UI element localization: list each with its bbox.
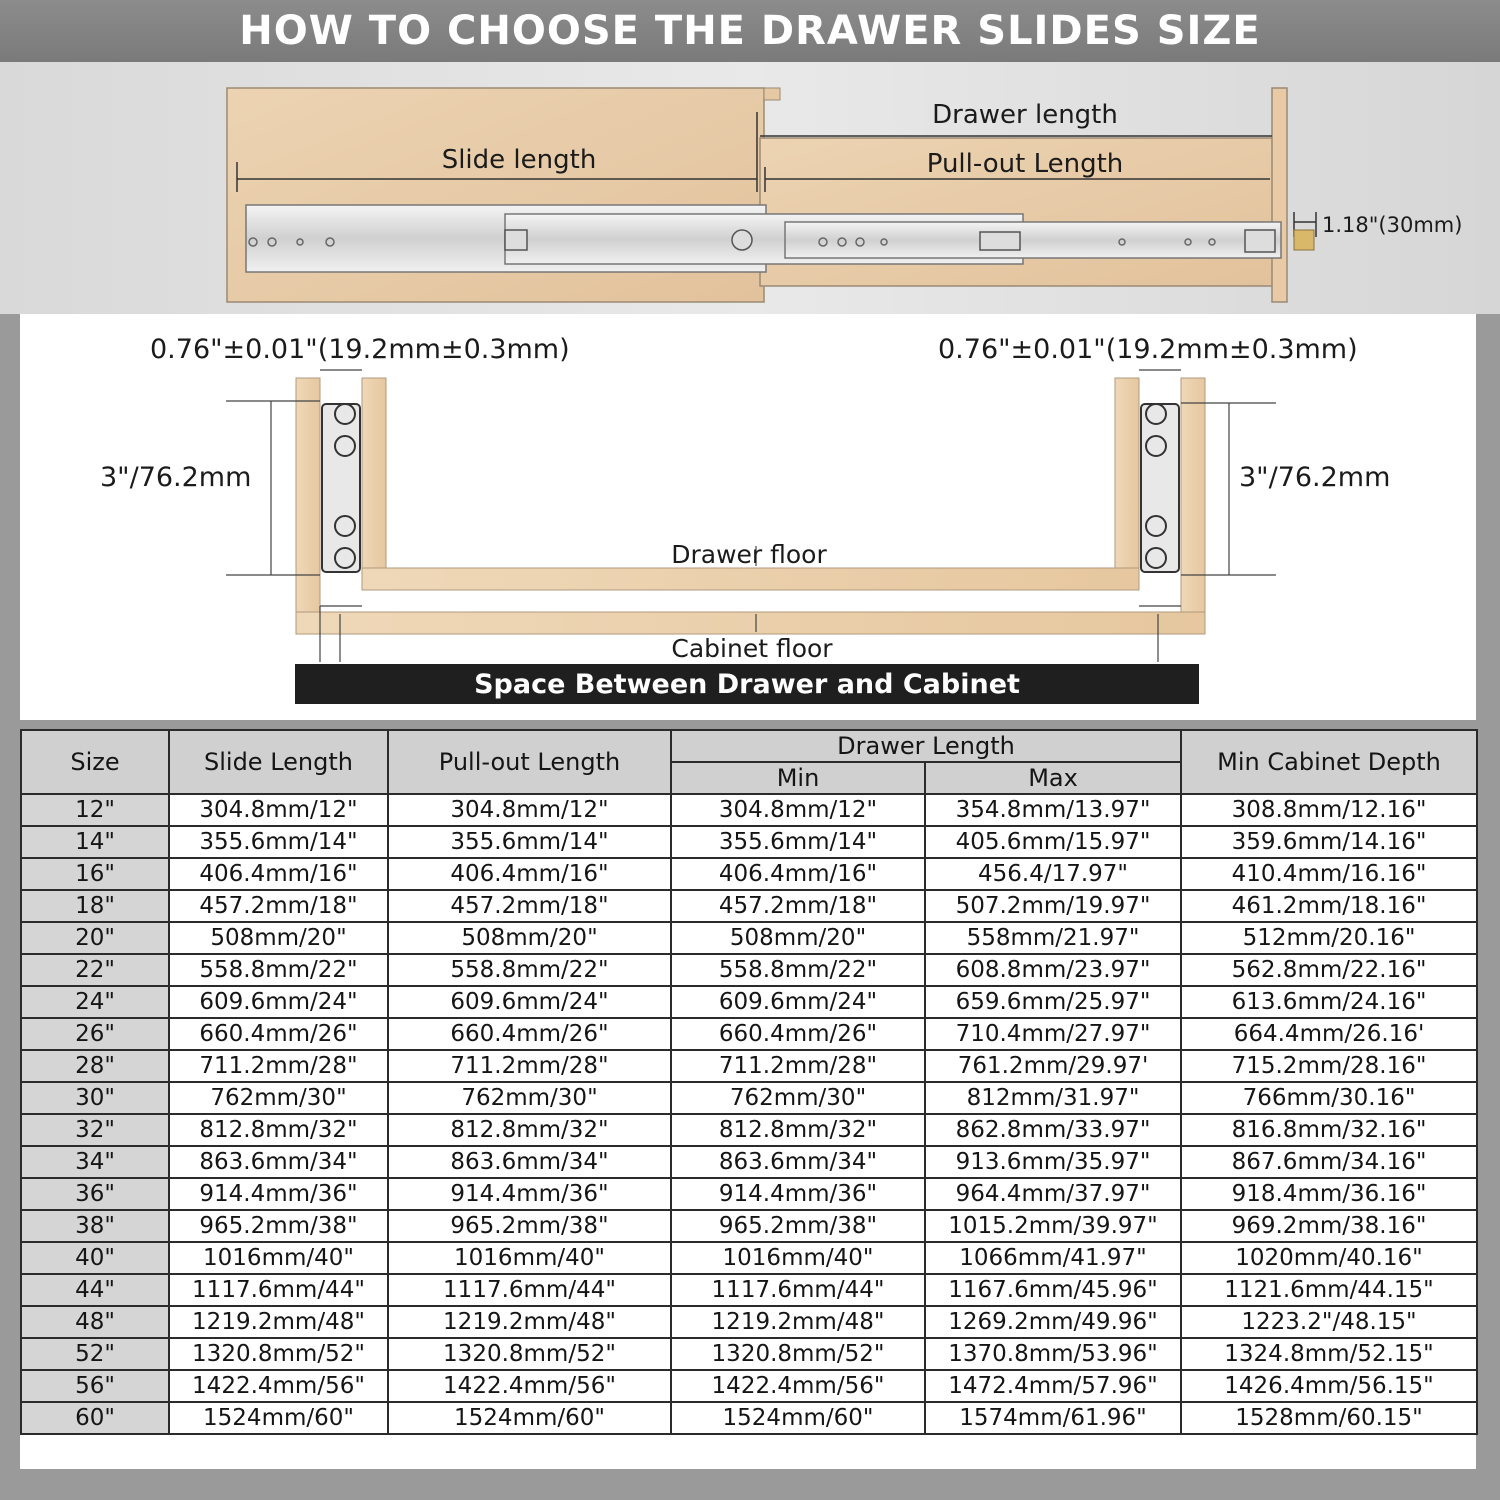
- cell-size: 40": [21, 1242, 169, 1274]
- cabinet-right-wall: [1181, 378, 1205, 634]
- drawer-length-label: Drawer length: [932, 100, 1118, 130]
- cell-pullout-length: 762mm/30": [388, 1082, 671, 1114]
- cell-drawer-max: 1269.2mm/49.96": [925, 1306, 1181, 1338]
- cell-min-cabinet-depth: 715.2mm/28.16": [1181, 1050, 1477, 1082]
- cell-drawer-min: 1219.2mm/48": [671, 1306, 925, 1338]
- cell-pullout-length: 965.2mm/38": [388, 1210, 671, 1242]
- cell-slide-length: 508mm/20": [169, 922, 388, 954]
- table-row: [21, 1050, 1477, 1082]
- cell-slide-length: 660.4mm/26": [169, 1018, 388, 1050]
- header-drawer-min: Min: [671, 762, 925, 794]
- cell-size: 38": [21, 1210, 169, 1242]
- header-size: Size: [21, 730, 169, 794]
- table-row: [21, 1338, 1477, 1370]
- cell-min-cabinet-depth: 359.6mm/14.16": [1181, 826, 1477, 858]
- table-row: [21, 954, 1477, 986]
- cell-min-cabinet-depth: 1324.8mm/52.15": [1181, 1338, 1477, 1370]
- header-pullout-length: Pull-out Length: [388, 730, 671, 794]
- drawer-floor-label: Drawer floor: [671, 540, 827, 569]
- pullout-length-label: Pull-out Length: [926, 149, 1124, 179]
- cell-drawer-min: 660.4mm/26": [671, 1018, 925, 1050]
- cell-pullout-length: 508mm/20": [388, 922, 671, 954]
- cell-size: 52": [21, 1338, 169, 1370]
- cell-slide-length: 457.2mm/18": [169, 890, 388, 922]
- cell-pullout-length: 660.4mm/26": [388, 1018, 671, 1050]
- cell-size: 36": [21, 1178, 169, 1210]
- cell-slide-length: 762mm/30": [169, 1082, 388, 1114]
- table-row: [21, 1082, 1477, 1114]
- cell-min-cabinet-depth: 1020mm/40.16": [1181, 1242, 1477, 1274]
- cell-slide-length: 1422.4mm/56": [169, 1370, 388, 1402]
- right-clearance-label: 0.76"±0.01"(19.2mm±0.3mm): [938, 334, 1358, 365]
- cell-pullout-length: 1320.8mm/52": [388, 1338, 671, 1370]
- cell-slide-length: 355.6mm/14": [169, 826, 388, 858]
- table-row: [21, 1178, 1477, 1210]
- header-drawer-max: Max: [925, 762, 1181, 794]
- cell-drawer-max: 558mm/21.97": [925, 922, 1181, 954]
- cell-drawer-max: 456.4/17.97": [925, 858, 1181, 890]
- cell-min-cabinet-depth: 1426.4mm/56.15": [1181, 1370, 1477, 1402]
- cell-drawer-min: 406.4mm/16": [671, 858, 925, 890]
- cell-slide-length: 914.4mm/36": [169, 1178, 388, 1210]
- cell-drawer-max: 761.2mm/29.97': [925, 1050, 1181, 1082]
- cell-pullout-length: 711.2mm/28": [388, 1050, 671, 1082]
- cell-drawer-min: 1320.8mm/52": [671, 1338, 925, 1370]
- front-gap-marker: [1294, 230, 1314, 250]
- cell-size: 22": [21, 954, 169, 986]
- cell-size: 18": [21, 890, 169, 922]
- table-row: [21, 1018, 1477, 1050]
- cell-size: 34": [21, 1146, 169, 1178]
- cell-slide-length: 863.6mm/34": [169, 1146, 388, 1178]
- header-min-cabinet-depth: Min Cabinet Depth: [1181, 730, 1477, 794]
- slide-inner-rail: [785, 222, 1281, 258]
- cell-size: 44": [21, 1274, 169, 1306]
- cell-slide-length: 304.8mm/12": [169, 794, 388, 826]
- cell-size: 60": [21, 1402, 169, 1434]
- cell-pullout-length: 558.8mm/22": [388, 954, 671, 986]
- cell-min-cabinet-depth: 1223.2"/48.15": [1181, 1306, 1477, 1338]
- cell-drawer-max: 1066mm/41.97": [925, 1242, 1181, 1274]
- cell-min-cabinet-depth: 969.2mm/38.16": [1181, 1210, 1477, 1242]
- table-row: [21, 890, 1477, 922]
- cell-slide-length: 609.6mm/24": [169, 986, 388, 1018]
- table-row: [21, 1274, 1477, 1306]
- cell-drawer-min: 457.2mm/18": [671, 890, 925, 922]
- header-drawer-length: Drawer Length: [671, 730, 1181, 762]
- cell-pullout-length: 914.4mm/36": [388, 1178, 671, 1210]
- cabinet-floor-label: Cabinet floor: [671, 634, 833, 663]
- cell-min-cabinet-depth: 613.6mm/24.16": [1181, 986, 1477, 1018]
- table-row: [21, 826, 1477, 858]
- cell-size: 26": [21, 1018, 169, 1050]
- cell-min-cabinet-depth: 664.4mm/26.16': [1181, 1018, 1477, 1050]
- cell-drawer-max: 1015.2mm/39.97": [925, 1210, 1181, 1242]
- left-clearance-label: 0.76"±0.01"(19.2mm±0.3mm): [150, 334, 570, 365]
- cell-drawer-max: 812mm/31.97": [925, 1082, 1181, 1114]
- cell-pullout-length: 1219.2mm/48": [388, 1306, 671, 1338]
- cell-min-cabinet-depth: 410.4mm/16.16": [1181, 858, 1477, 890]
- cell-pullout-length: 812.8mm/32": [388, 1114, 671, 1146]
- space-banner: Space Between Drawer and Cabinet: [295, 664, 1199, 704]
- cell-pullout-length: 406.4mm/16": [388, 858, 671, 890]
- cell-drawer-min: 762mm/30": [671, 1082, 925, 1114]
- cell-pullout-length: 1117.6mm/44": [388, 1274, 671, 1306]
- cell-drawer-min: 863.6mm/34": [671, 1146, 925, 1178]
- cell-drawer-max: 913.6mm/35.97": [925, 1146, 1181, 1178]
- cell-min-cabinet-depth: 867.6mm/34.16": [1181, 1146, 1477, 1178]
- cell-drawer-max: 354.8mm/13.97": [925, 794, 1181, 826]
- drawer-floor-panel: [362, 568, 1139, 590]
- header-slide-length: Slide Length: [169, 730, 388, 794]
- cell-min-cabinet-depth: 308.8mm/12.16": [1181, 794, 1477, 826]
- front-gap-label: 1.18"(30mm): [1322, 213, 1463, 237]
- table-row: [21, 1402, 1477, 1434]
- right-slide-profile: [1141, 404, 1179, 572]
- cell-size: 32": [21, 1114, 169, 1146]
- cell-drawer-min: 1117.6mm/44": [671, 1274, 925, 1306]
- slide-length-diagram: [0, 62, 1500, 314]
- cell-slide-length: 406.4mm/16": [169, 858, 388, 890]
- cell-size: 56": [21, 1370, 169, 1402]
- cell-drawer-min: 609.6mm/24": [671, 986, 925, 1018]
- cell-slide-length: 1117.6mm/44": [169, 1274, 388, 1306]
- right-height-label: 3"/76.2mm: [1239, 462, 1391, 493]
- cell-pullout-length: 355.6mm/14": [388, 826, 671, 858]
- cell-size: 24": [21, 986, 169, 1018]
- cell-drawer-max: 1574mm/61.96": [925, 1402, 1181, 1434]
- cell-min-cabinet-depth: 918.4mm/36.16": [1181, 1178, 1477, 1210]
- drawer-front: [1272, 88, 1287, 302]
- cell-drawer-min: 1422.4mm/56": [671, 1370, 925, 1402]
- cell-drawer-min: 914.4mm/36": [671, 1178, 925, 1210]
- cell-min-cabinet-depth: 1121.6mm/44.15": [1181, 1274, 1477, 1306]
- page-title: HOW TO CHOOSE THE DRAWER SLIDES SIZE: [239, 8, 1261, 54]
- cell-drawer-max: 1167.6mm/45.96": [925, 1274, 1181, 1306]
- title-bar: [0, 0, 1500, 62]
- cell-drawer-max: 964.4mm/37.97": [925, 1178, 1181, 1210]
- cell-size: 14": [21, 826, 169, 858]
- drawer-left-wall: [362, 378, 386, 590]
- cell-size: 28": [21, 1050, 169, 1082]
- cell-drawer-min: 812.8mm/32": [671, 1114, 925, 1146]
- left-height-label: 3"/76.2mm: [100, 462, 252, 493]
- cell-drawer-max: 1370.8mm/53.96": [925, 1338, 1181, 1370]
- cell-slide-length: 1320.8mm/52": [169, 1338, 388, 1370]
- cell-size: 20": [21, 922, 169, 954]
- cell-pullout-length: 1422.4mm/56": [388, 1370, 671, 1402]
- table-row: [21, 858, 1477, 890]
- cell-min-cabinet-depth: 562.8mm/22.16": [1181, 954, 1477, 986]
- slide-length-illustration: [0, 62, 1500, 314]
- cell-min-cabinet-depth: 512mm/20.16": [1181, 922, 1477, 954]
- table-body: [21, 794, 1477, 1434]
- cross-section-illustration: [20, 314, 1476, 720]
- cell-drawer-min: 355.6mm/14": [671, 826, 925, 858]
- cell-drawer-min: 558.8mm/22": [671, 954, 925, 986]
- table-row: [21, 986, 1477, 1018]
- cell-pullout-length: 457.2mm/18": [388, 890, 671, 922]
- cell-size: 48": [21, 1306, 169, 1338]
- cell-size: 16": [21, 858, 169, 890]
- cabinet-left-wall: [296, 378, 320, 634]
- cell-min-cabinet-depth: 766mm/30.16": [1181, 1082, 1477, 1114]
- cell-drawer-max: 405.6mm/15.97": [925, 826, 1181, 858]
- table-row: [21, 1114, 1477, 1146]
- cell-drawer-min: 711.2mm/28": [671, 1050, 925, 1082]
- table-row: [21, 922, 1477, 954]
- cell-drawer-max: 608.8mm/23.97": [925, 954, 1181, 986]
- cell-drawer-min: 965.2mm/38": [671, 1210, 925, 1242]
- cell-slide-length: 812.8mm/32": [169, 1114, 388, 1146]
- left-slide-profile: [322, 404, 360, 572]
- cell-drawer-min: 508mm/20": [671, 922, 925, 954]
- cell-size: 30": [21, 1082, 169, 1114]
- cross-section-diagram: [20, 314, 1476, 720]
- table-row: [21, 1210, 1477, 1242]
- cell-slide-length: 1219.2mm/48": [169, 1306, 388, 1338]
- cell-pullout-length: 1524mm/60": [388, 1402, 671, 1434]
- cell-drawer-max: 862.8mm/33.97": [925, 1114, 1181, 1146]
- table-row: [21, 794, 1477, 826]
- cell-drawer-min: 304.8mm/12": [671, 794, 925, 826]
- size-table: [20, 729, 1478, 1435]
- table-row: [21, 1146, 1477, 1178]
- cell-drawer-max: 1472.4mm/57.96": [925, 1370, 1181, 1402]
- cell-drawer-min: 1524mm/60": [671, 1402, 925, 1434]
- table-row: [21, 1370, 1477, 1402]
- cell-drawer-max: 710.4mm/27.97": [925, 1018, 1181, 1050]
- drawer-right-wall: [1115, 378, 1139, 590]
- size-table-container: [20, 729, 1476, 1469]
- cell-slide-length: 711.2mm/28": [169, 1050, 388, 1082]
- cell-pullout-length: 1016mm/40": [388, 1242, 671, 1274]
- cell-pullout-length: 863.6mm/34": [388, 1146, 671, 1178]
- cell-drawer-max: 659.6mm/25.97": [925, 986, 1181, 1018]
- cabinet-floor-panel: [296, 612, 1205, 634]
- cell-pullout-length: 609.6mm/24": [388, 986, 671, 1018]
- cell-min-cabinet-depth: 461.2mm/18.16": [1181, 890, 1477, 922]
- cell-drawer-min: 1016mm/40": [671, 1242, 925, 1274]
- table-row: [21, 1306, 1477, 1338]
- cell-pullout-length: 304.8mm/12": [388, 794, 671, 826]
- cell-min-cabinet-depth: 816.8mm/32.16": [1181, 1114, 1477, 1146]
- cell-slide-length: 558.8mm/22": [169, 954, 388, 986]
- slide-length-label: Slide length: [441, 145, 597, 175]
- table-row: [21, 1242, 1477, 1274]
- cell-slide-length: 965.2mm/38": [169, 1210, 388, 1242]
- cell-slide-length: 1016mm/40": [169, 1242, 388, 1274]
- cell-min-cabinet-depth: 1528mm/60.15": [1181, 1402, 1477, 1434]
- cell-size: 12": [21, 794, 169, 826]
- cell-drawer-max: 507.2mm/19.97": [925, 890, 1181, 922]
- cell-slide-length: 1524mm/60": [169, 1402, 388, 1434]
